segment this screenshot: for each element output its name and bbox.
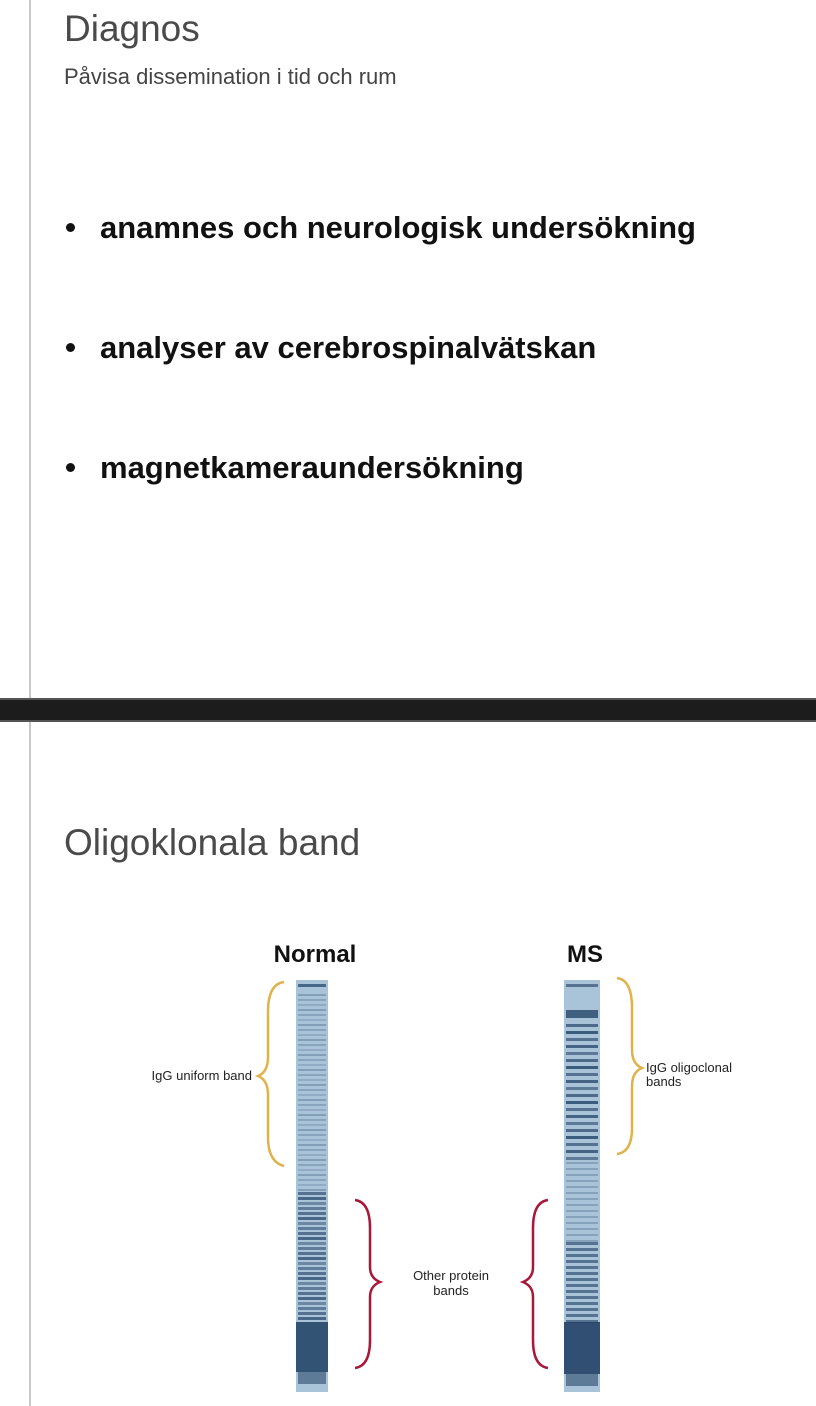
gel-band	[298, 1317, 326, 1320]
label-other-protein-line1: Other protein	[413, 1268, 489, 1283]
gel-band	[298, 1094, 326, 1096]
gel-band	[566, 1162, 598, 1164]
gel-band	[298, 1034, 326, 1036]
gel-band	[298, 1159, 326, 1161]
gel-electrophoresis-figure	[0, 722, 816, 1406]
gel-band	[298, 1099, 326, 1101]
gel-band	[566, 1150, 598, 1153]
bracket-igg-uniform	[258, 982, 284, 1166]
gel-band	[566, 1180, 598, 1182]
gel-band	[298, 1124, 326, 1126]
gel-band	[566, 1266, 598, 1269]
lane-label-normal: Normal	[273, 941, 357, 968]
gel-band	[298, 1084, 326, 1086]
gel-band	[298, 1169, 326, 1171]
gel-band	[566, 1010, 598, 1018]
gel-band	[298, 1227, 326, 1230]
gel-band	[298, 1139, 326, 1141]
gel-band	[566, 1059, 598, 1062]
gel-band	[298, 1154, 326, 1156]
gel-band	[298, 1104, 326, 1106]
gel-band	[566, 1308, 598, 1311]
gel-lane-normal	[296, 980, 328, 1392]
gel-band	[298, 1024, 326, 1026]
gel-band	[298, 1174, 326, 1176]
gel-band	[298, 999, 326, 1001]
gel-band	[566, 1080, 598, 1083]
label-other-protein-line2: bands	[433, 1283, 469, 1298]
gel-band	[298, 1247, 326, 1250]
gel-band	[298, 1109, 326, 1111]
gel-band	[298, 1059, 326, 1061]
gel-band	[298, 1039, 326, 1041]
gel-band	[298, 1282, 326, 1285]
bracket-other-protein-ms	[523, 1200, 548, 1368]
lane-label-ms: MS	[567, 941, 603, 968]
gel-band	[566, 1066, 598, 1069]
gel-band	[566, 1094, 598, 1097]
gel-band	[566, 1210, 598, 1212]
gel-band	[566, 1101, 598, 1104]
gel-band	[298, 1297, 326, 1300]
gel-band	[566, 1272, 598, 1275]
gel-band	[298, 1014, 326, 1016]
gel-band	[298, 1217, 326, 1220]
gel-band	[566, 1045, 598, 1048]
gel-band	[566, 1248, 598, 1251]
bullet-icon	[66, 343, 75, 352]
gel-band	[298, 1242, 326, 1245]
gel-band	[566, 1284, 598, 1287]
gel-band	[298, 1197, 326, 1200]
list-item	[66, 198, 696, 318]
gel-band	[298, 1079, 326, 1081]
gel-band	[298, 1277, 326, 1280]
gel-band	[298, 1202, 326, 1205]
gel-band	[298, 1164, 326, 1166]
slide-oligoklonala-band	[0, 722, 816, 1406]
gel-band	[298, 1189, 326, 1191]
gel-band	[298, 1372, 326, 1384]
label-igg-uniform-band: IgG uniform band	[151, 1068, 252, 1083]
gel-band	[298, 1144, 326, 1146]
slide-subtitle: Påvisa dissemination i tid och rum	[64, 64, 397, 89]
gel-band	[566, 1143, 598, 1146]
gel-band	[298, 1307, 326, 1310]
gel-band	[298, 1119, 326, 1121]
list-item	[66, 318, 696, 438]
gel-band	[298, 1049, 326, 1051]
gel-lane-ms	[564, 980, 600, 1392]
gel-band	[564, 1322, 600, 1374]
gel-band	[298, 1069, 326, 1071]
gel-band	[566, 1108, 598, 1111]
gel-band	[566, 1260, 598, 1263]
list-item	[66, 438, 696, 558]
gel-band	[566, 1204, 598, 1206]
gel-band	[298, 1232, 326, 1235]
gel-band	[566, 1122, 598, 1125]
gel-band	[566, 1136, 598, 1139]
gel-band	[566, 1302, 598, 1305]
gel-band	[298, 1149, 326, 1151]
slide-title: Oligoklonala band	[64, 822, 361, 863]
gel-band	[298, 1267, 326, 1270]
gel-band	[566, 1031, 598, 1034]
gel-band	[298, 1044, 326, 1046]
gel-band	[298, 1252, 326, 1255]
gel-band	[566, 1314, 598, 1317]
gel-band	[298, 1019, 326, 1021]
gel-band	[298, 1074, 326, 1076]
gel-band	[566, 1198, 598, 1200]
gel-band	[566, 1024, 598, 1027]
gel-band	[566, 1038, 598, 1041]
gel-band	[566, 1087, 598, 1090]
gel-band	[566, 1174, 598, 1176]
gel-band	[566, 1052, 598, 1055]
gel-band	[296, 1322, 328, 1372]
gel-band	[566, 1242, 598, 1245]
gel-band	[298, 1089, 326, 1091]
gel-band	[298, 1134, 326, 1136]
gel-band	[566, 1374, 598, 1386]
gel-band	[566, 1192, 598, 1194]
gel-band	[298, 1237, 326, 1240]
gel-band	[298, 1212, 326, 1215]
gel-band	[298, 1064, 326, 1066]
gel-band	[298, 994, 326, 996]
slide-title: Diagnos	[64, 8, 200, 49]
gel-band	[566, 1157, 598, 1160]
bullet-text: anamnes och neurologisk undersökning	[100, 210, 696, 245]
gel-band	[298, 1179, 326, 1181]
gel-band	[298, 1292, 326, 1295]
gel-band	[298, 1029, 326, 1031]
gel-band	[298, 1114, 326, 1116]
gel-band	[566, 1254, 598, 1257]
gel-band	[566, 1290, 598, 1293]
gel-band	[298, 984, 326, 987]
gel-band	[298, 1257, 326, 1260]
gel-band	[298, 1004, 326, 1006]
gel-band	[298, 1262, 326, 1265]
gel-band	[298, 1054, 326, 1056]
bullet-icon	[66, 463, 75, 472]
gel-band	[298, 1207, 326, 1210]
gel-band	[566, 1234, 598, 1236]
bracket-other-protein-normal	[355, 1200, 380, 1368]
gel-band	[566, 1278, 598, 1281]
bullet-text: analyser av cerebrospinalvätskan	[100, 330, 597, 365]
gel-band	[298, 1272, 326, 1275]
label-igg-oligoclonal-line1: IgG oligoclonal	[646, 1060, 732, 1075]
bracket-igg-oligoclonal	[617, 978, 642, 1154]
gel-band	[566, 1073, 598, 1076]
slide-divider	[0, 698, 816, 722]
gel-band	[566, 1129, 598, 1132]
slide-diagnos	[0, 0, 816, 698]
gel-band	[298, 1129, 326, 1131]
bullet-list	[66, 198, 696, 558]
gel-band	[566, 1216, 598, 1218]
gel-band	[298, 1312, 326, 1315]
gel-band	[566, 1240, 598, 1242]
gel-band	[566, 984, 598, 987]
gel-band	[566, 1222, 598, 1224]
gel-band	[298, 1184, 326, 1186]
gel-band	[298, 1287, 326, 1290]
gel-band	[566, 1228, 598, 1230]
gel-band	[566, 1296, 598, 1299]
gel-band	[566, 1186, 598, 1188]
gel-band	[298, 1192, 326, 1195]
bullet-icon	[66, 223, 75, 232]
gel-band	[566, 1115, 598, 1118]
label-igg-oligoclonal-line2: bands	[646, 1074, 682, 1089]
gel-band	[298, 1302, 326, 1305]
gel-band	[298, 1009, 326, 1011]
bullet-text: magnetkameraundersökning	[100, 450, 524, 485]
gel-band	[298, 1222, 326, 1225]
gel-band	[566, 1168, 598, 1170]
